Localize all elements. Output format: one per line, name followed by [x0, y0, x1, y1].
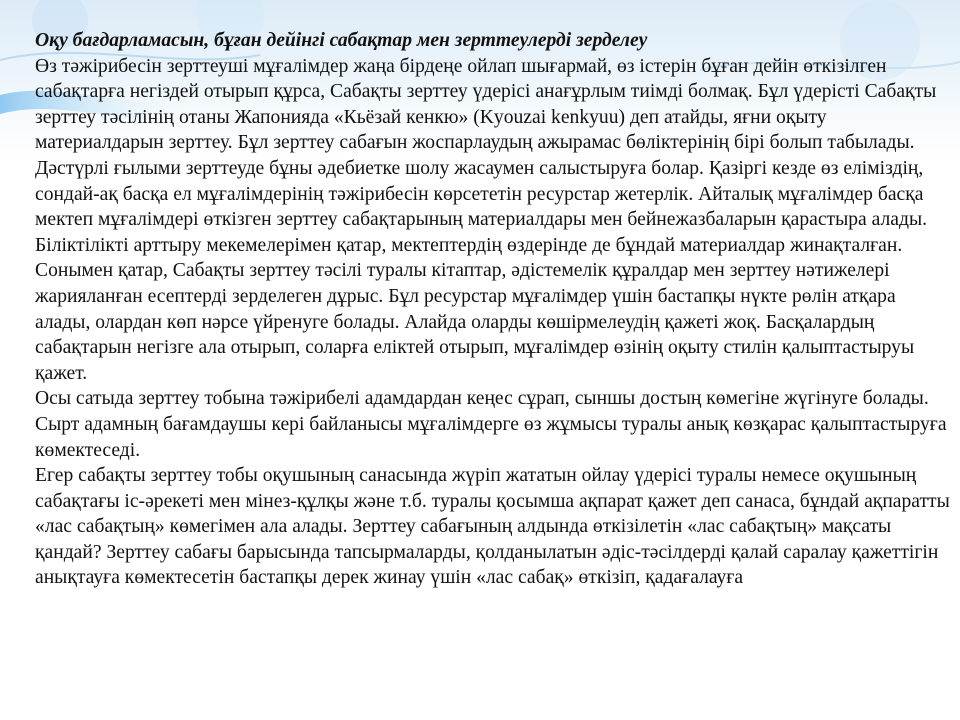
- paragraph-1: Өз тәжірибесін зерттеуші мұғалімдер жаңа бірдеңе ойлап шығармай, өз істерін бұған дейін өткізілген сабақтарға негіздей отырып құрса, Сабақты зерттеу үдерісі анағұрлым тиімді болмақ. Бұл үдерісті Сабақты зерттеу тәсілінің отаны Жапонияда «Кьёзай кенкю» (Kyouzai kenkyuu) деп атайды, яғни оқыту материалдарын зерттеу. Бұл зерттеу сабағын жоспарлаудың ажырамас бөліктерінің бірі болып табылады. Дәстүрлі ғылыми зерттеуде бұны әдебиетке шолу жасаумен салыстыруға болар. Қазіргі кезде өз еліміздің, сондай-ақ басқа ел мұғалімдерінің тәжірибесін көрсететін ресурстар жетерлік. Айталық мұғалімдер басқа мектеп мұғалімдері өткізген зерттеу сабақтарының материалдары мен бейнежазбаларын қарастыра алады. Біліктілікті арттыру мекемелерімен қатар, мектептердің өздерінде де бұндай материалдар жинақталған. Сонымен қатар, Сабақты зерттеу тәсілі туралы кітаптар, әдістемелік құралдар мен зерттеу нәтижелері жарияланған есептерді зерделеген дұрыс. Бұл ресурстар мұғалімдер үшін бастапқы нүкте рөлін атқара алады, олардан көп нәрсе үйренуге болады. Алайда оларды көшірмелеудің қажеті жоқ. Басқалардың сабақтарын негізге ала отырып, соларға еліктей отырып, мұғалімдер өзінің оқыту стилін қалыптастыруы қажет.: [35, 55, 937, 384]
- slide-content: [35, 28, 950, 591]
- paragraph-3: Егер сабақты зерттеу тобы оқушының санасында жүріп жататын ойлау үдерісі туралы немесе оқушының сабақтағы іс-әрекеті мен мінез-құлқы және т.б. туралы қосымша ақпарат қажет деп санаса, бұндай ақпаратты «лас сабақтың» көмегімен ала алады. Зерттеу сабағының алдында өткізілетін «лас сабақтың» мақсаты қандай? Зерттеу сабағы барысында тапсырмаларды, қолданылатын әдіс-тәсілдерді қалай саралау қажеттігін анықтауға көмектесетін бастапқы дерек жинау үшін «лас сабақ» өткізіп, қадағалауға: [35, 465, 950, 589]
- paragraph-2: Осы сатыда зерттеу тобына тәжірибелі адамдардан кеңес сұрап, сыншы достың көмегіне жүгінуге болады. Сырт адамның бағамдаушы кері байланысы мұғалімдерге өз жұмысы туралы анық көзқарас қалыптастыруға көмектеседі.: [35, 388, 947, 461]
- slide-heading: Оқу бағдарламасын, бұған дейінгі сабақтар мен зерттеулерді зерделеу: [35, 30, 648, 51]
